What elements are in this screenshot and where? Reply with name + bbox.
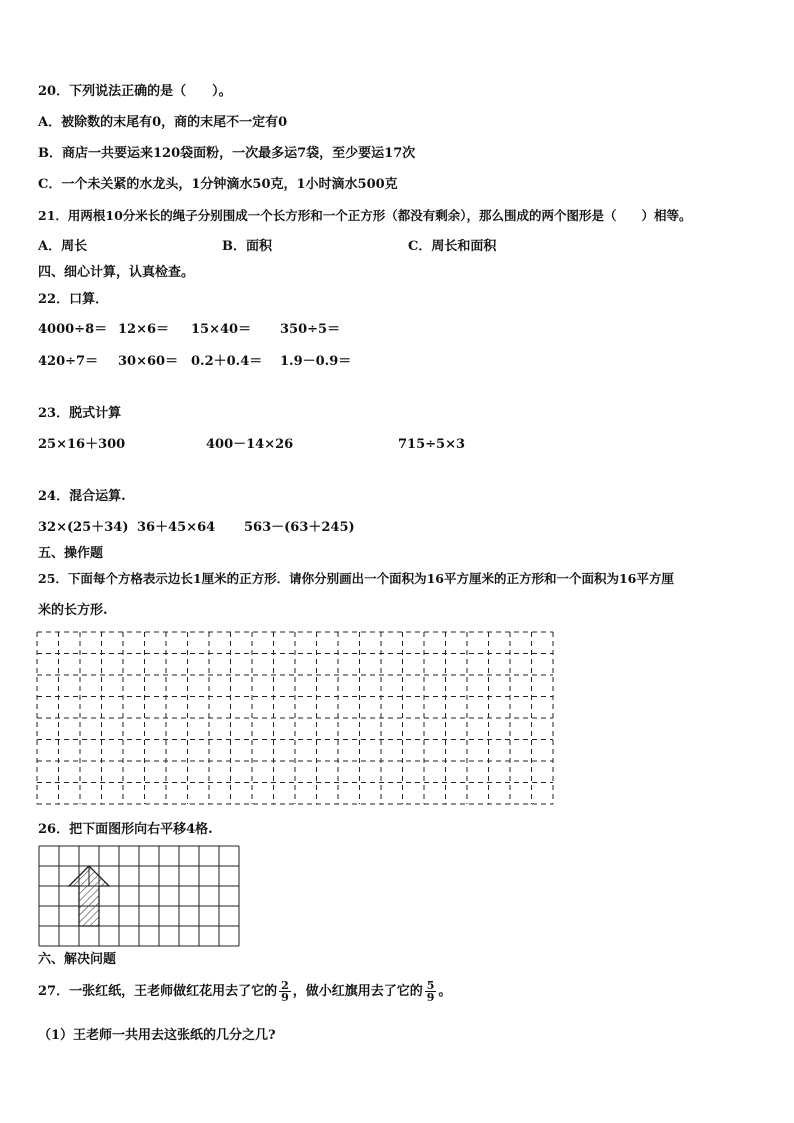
q22-r2-c1: 420÷7＝ — [38, 354, 99, 369]
q24-stem: 24．混合运算. — [38, 489, 126, 504]
q25-dashed-grid[interactable] — [36, 630, 560, 810]
q22-r1-c1: 4000÷8＝ — [38, 322, 108, 337]
q21-stem: 21．用两根10分米长的绳子分别围成一个长方形和一个正方形（都没有剩余），那么围成的两个图形是（ ）相等。 — [38, 208, 692, 223]
q26-grid-with-arrow[interactable] — [36, 845, 246, 949]
q22-r1-c3: 15×40＝ — [191, 322, 252, 337]
q20-option-b: B．商店一共要运来120袋面粉，一次最多运7袋，至少要运17次 — [38, 146, 416, 161]
q24-item-1: 32×(25＋34) — [38, 520, 129, 535]
q22-r2-c2: 30×60＝ — [118, 354, 179, 369]
q23-item-2: 400－14×26 — [206, 437, 294, 452]
q22-r1-c4: 350÷5＝ — [280, 322, 341, 337]
q27-text-2: ，做小红旗用去了它的 — [292, 984, 423, 999]
q20-stem: 20．下列说法正确的是（ ）。 — [38, 84, 232, 99]
q20-option-a: A．被除数的末尾有0，商的末尾不一定有0 — [38, 115, 288, 130]
q22-r2-c3: 0.2＋0.4＝ — [191, 354, 263, 369]
q22-stem: 22．口算． — [38, 292, 109, 307]
q21-option-c: C．周长和面积 — [408, 239, 497, 254]
q21-option-b: B．面积 — [222, 239, 272, 254]
q27-text-3: 。 — [438, 984, 452, 999]
q27-stem — [38, 980, 451, 1004]
q27-text-1: 27．一张红纸，王老师做红花用去了它的 — [38, 984, 278, 999]
q24-item-2: 36＋45×64 — [137, 520, 216, 535]
q23-item-3: 715÷5×3 — [398, 437, 466, 452]
q21-option-a: A．周长 — [38, 239, 88, 254]
q23-item-1: 25×16＋300 — [38, 437, 126, 452]
q24-item-3: 563－(63＋245) — [244, 520, 355, 535]
q25-line-2: 米的长方形. — [38, 603, 108, 618]
q27-sub-question-1: （1）王老师一共用去这张纸的几分之几? — [38, 1028, 276, 1043]
q22-r1-c2: 12×6＝ — [118, 322, 170, 337]
q20-option-c: C．一个未关紧的水龙头，1分钟滴水50克，1小时滴水500克 — [38, 177, 398, 192]
q22-r2-c4: 1.9－0.9＝ — [280, 354, 352, 369]
q23-stem: 23．脱式计算 — [38, 406, 122, 421]
q27-fraction-2: $\frac{5}{9}$ — [426, 979, 435, 1004]
q26-stem: 26．把下面图形向右平移4格. — [38, 822, 213, 837]
q27-fraction-1: $\frac{2}{9}$ — [281, 979, 289, 1004]
section-6-heading: 六、解决问题 — [38, 952, 117, 967]
q25-line-1: 25．下面每个方格表示边长1厘米的正方形．请你分别画出一个面积为16平方厘米的正方形和一个面积为16平方厘 — [38, 571, 674, 586]
section-4-heading: 四、细心计算，认真检查。 — [38, 265, 195, 280]
section-5-heading: 五、操作题 — [38, 546, 104, 561]
